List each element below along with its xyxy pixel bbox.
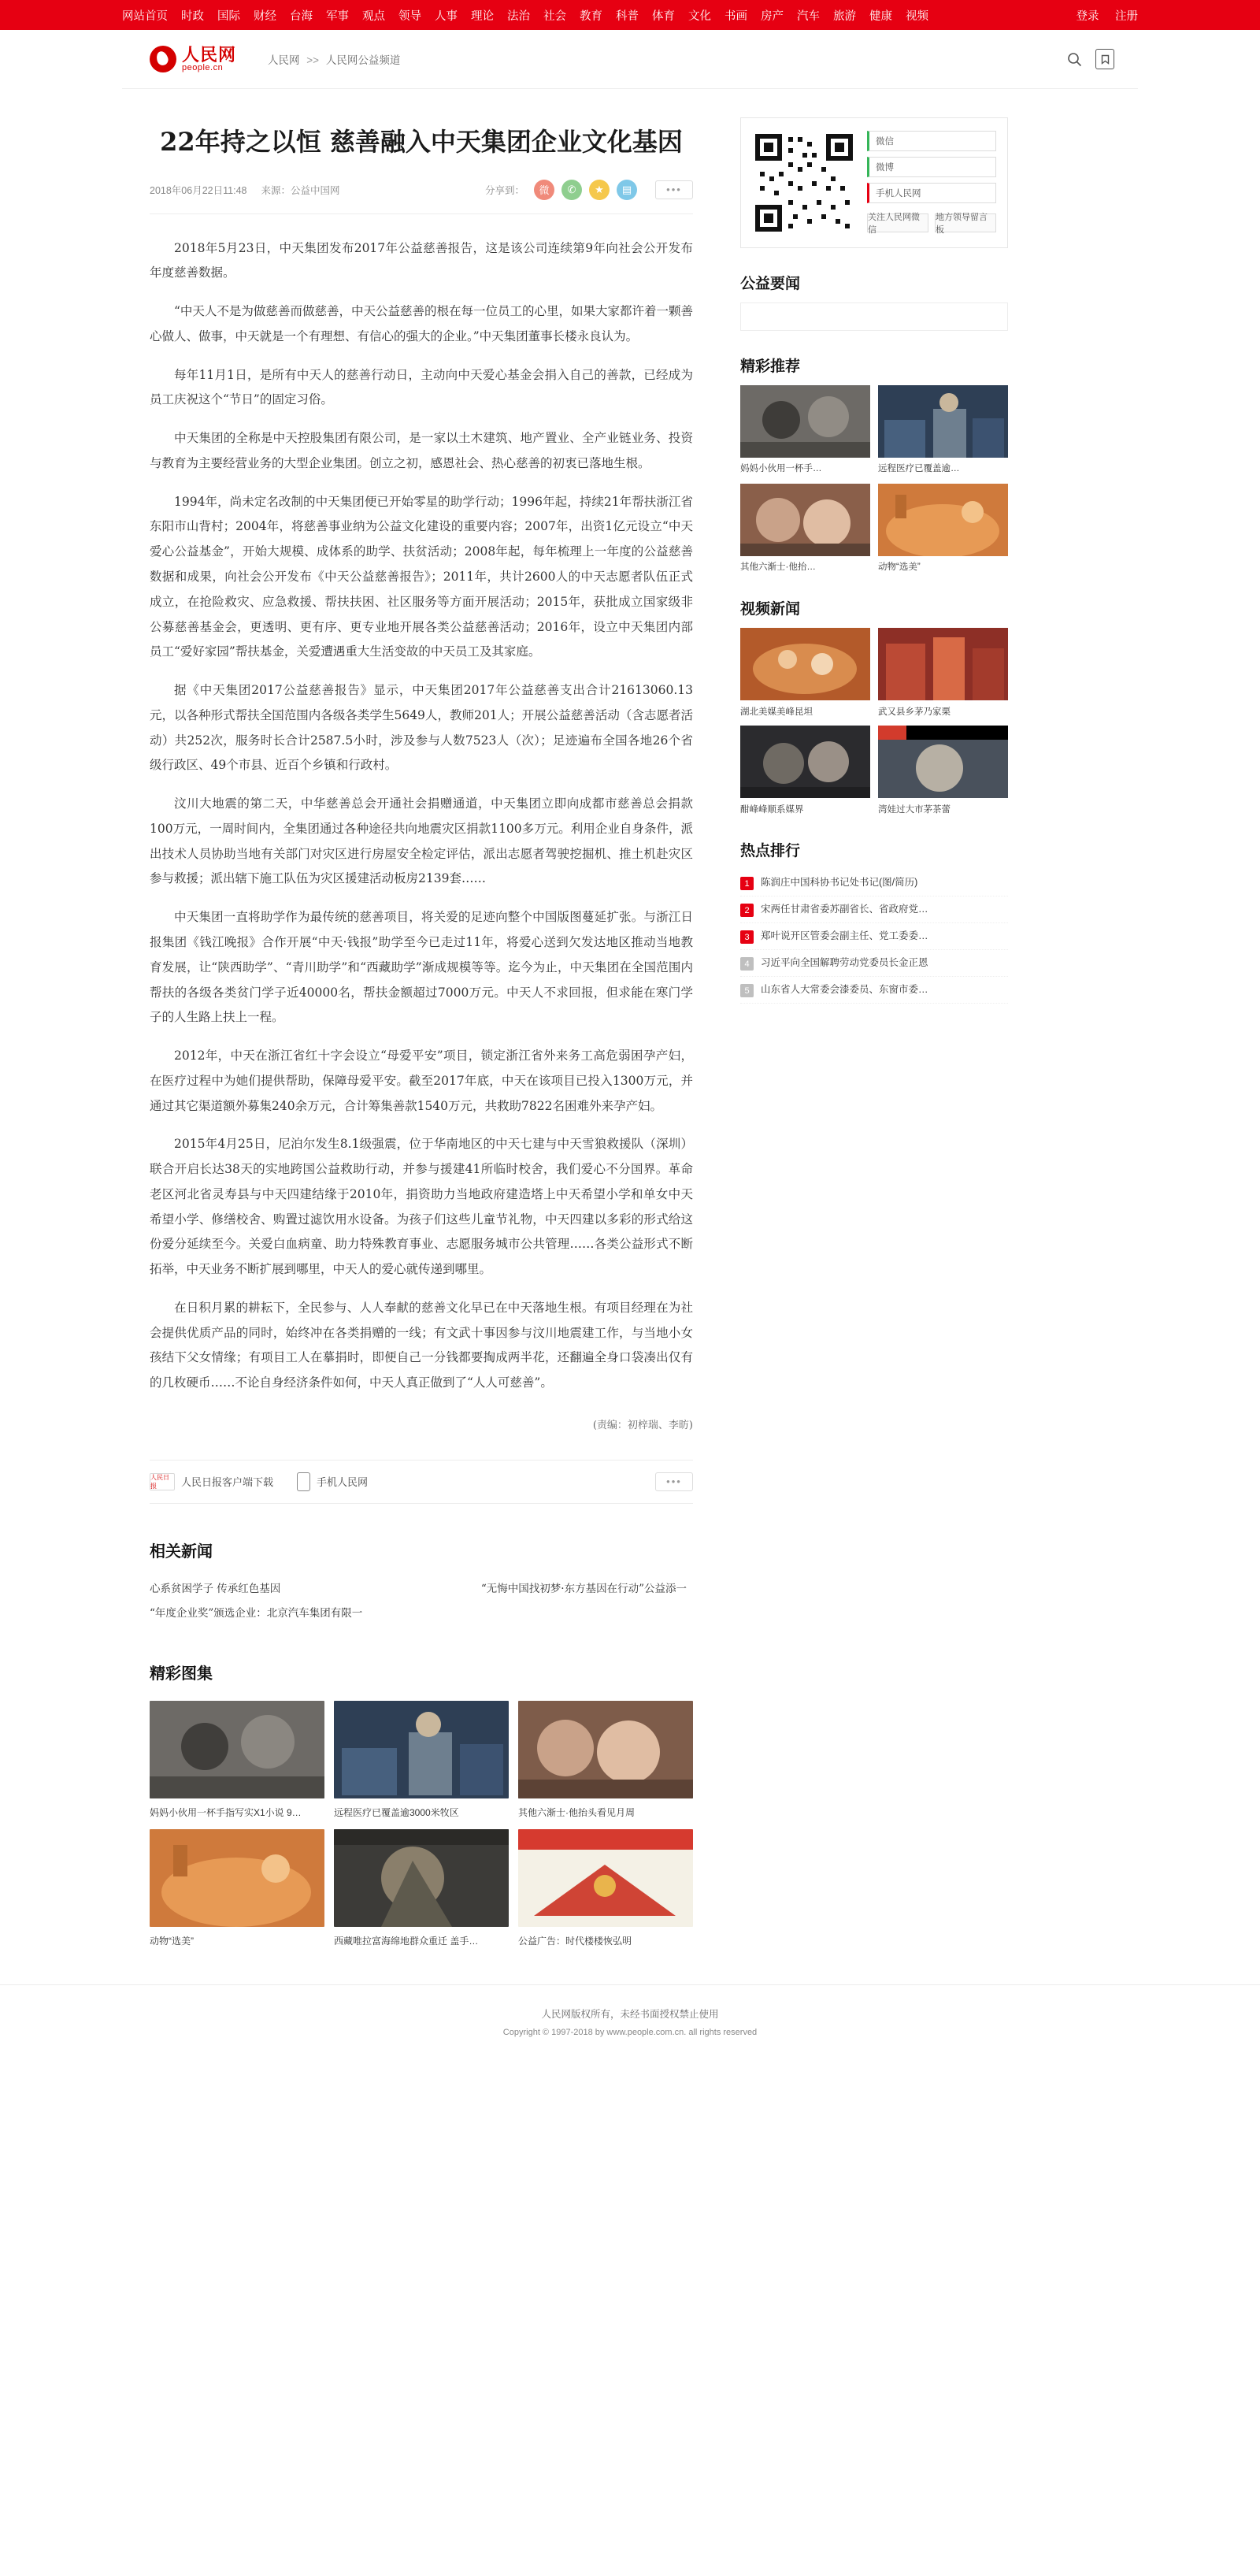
video-thumbnail[interactable]	[740, 726, 870, 798]
article-source: 来源：公益中国网	[261, 184, 340, 196]
gallery-thumbnail[interactable]	[518, 1829, 693, 1927]
share-label: 分享到：	[484, 184, 524, 196]
wechat-icon[interactable]: ✆	[561, 180, 582, 200]
qr-panel	[740, 117, 1008, 248]
publish-date: 2018年06月22日11:48	[150, 184, 247, 196]
recommend-card[interactable]	[878, 385, 1008, 476]
rank-item[interactable]	[740, 950, 1008, 977]
video-thumbnail[interactable]	[740, 628, 870, 700]
gallery-thumbnail[interactable]	[518, 1701, 693, 1798]
recommend-grid	[740, 385, 1008, 573]
hot-ranking-heading: 热点排行	[740, 842, 801, 860]
app-download-item[interactable]	[150, 1473, 273, 1490]
recommend-thumbnail[interactable]	[740, 385, 870, 458]
mobile-people-button[interactable]: 手机人民网	[867, 183, 996, 203]
nav-link-19[interactable]: 旅游	[833, 9, 856, 23]
nav-link-18[interactable]: 汽车	[797, 9, 820, 23]
video-grid	[740, 628, 1008, 815]
article-paragraph: 2018年5月23日，中天集团发布2017年公益慈善报告，这是该公司连续第9年向社会公开发布年度慈善数据。	[150, 240, 693, 280]
rank-item[interactable]	[740, 896, 1008, 923]
rank-text[interactable]: 山东省人大常委会漆委员、东窗市委…	[761, 984, 928, 996]
article-paragraph: 1994年，尚未定名改制的中天集团便已开始零星的助学行动；1996年起，持续21年帮扶浙江省东阳市山背村；2004年，将慈善事业纳为公益文化建设的重要内容；2007年，出资1亿元设立“中天爱心公益基金”，开始大规模、成体系的助学、扶贫活动；2008年起，每年梳理上一年度的公益慈善数据和成果，向社会公开发布《中天公益慈善报告》；2011年，共计2600人的中天志愿者队伍正式成立，在抢险救灾、应急救援、帮扶扶困、社区服务等方面开展活动；2015年，获批成立国家级非公募慈善基金会，更透明、更有序、更专业地开展各类公益慈善活动；2016年，设立中天集团内部员工“爱好家园”帮扶基金，关爱遭遇重大生活变故的中天员工及其家庭。	[150, 494, 693, 659]
rank-number: 5	[740, 984, 754, 997]
hot-ranking-list	[740, 870, 1008, 1004]
breadcrumb-home[interactable]: 人民网	[268, 54, 300, 66]
video-card[interactable]	[740, 726, 870, 815]
gallery-caption: 妈妈小伙用一杯手指写实X1小说 9…	[150, 1807, 302, 1819]
register-link[interactable]: 注册	[1115, 9, 1138, 23]
rank-text[interactable]: 陈润庄中国科协书记处书记(图/简历)	[761, 877, 918, 889]
mobile-site-item[interactable]	[297, 1472, 368, 1491]
nav-link-8[interactable]: 人事	[435, 9, 458, 23]
recommend-heading: 精彩推荐	[740, 358, 801, 375]
share-bar	[485, 180, 693, 200]
video-caption: 酣峰峰顺系媒界	[740, 805, 804, 815]
related-news-item[interactable]: “无悔中国找初梦·东方基因在行动”公益添一	[480, 1582, 687, 1595]
share-more-button[interactable]: •••	[655, 180, 693, 199]
follow-wechat-tag[interactable]: 关注人民网微信	[867, 213, 928, 232]
rank-text[interactable]: 习近平向全国解聘劳动党委员长金正恩	[761, 957, 928, 969]
gallery-caption: 动物“选美”	[150, 1936, 194, 1947]
gongyi-news-heading: 公益要闻	[740, 275, 801, 292]
account-links	[1064, 7, 1138, 24]
gallery-thumbnail[interactable]	[334, 1829, 509, 1927]
site-footer	[0, 1984, 1260, 2065]
video-caption: 湖北美媒美峰昆坦	[740, 707, 813, 718]
mobile-site-label: 手机人民网	[317, 1476, 369, 1489]
people-cn-logo-icon	[150, 46, 176, 72]
weibo-follow-button[interactable]: 微博	[867, 157, 996, 177]
recommend-caption: 其他六渐士·他抬…	[740, 562, 816, 572]
breadcrumb-current[interactable]: 人民网公益频道	[325, 54, 401, 66]
gallery-card[interactable]	[334, 1701, 509, 1820]
gallery-card[interactable]	[150, 1829, 324, 1948]
more-share-icon[interactable]: ▤	[617, 180, 637, 200]
video-thumbnail[interactable]	[878, 628, 1008, 700]
nav-link-15[interactable]: 文化	[688, 9, 711, 23]
recommend-card[interactable]	[740, 484, 870, 574]
recommend-thumbnail[interactable]	[878, 385, 1008, 458]
gallery-heading: 精彩图集	[150, 1664, 213, 1683]
related-news-list	[150, 1577, 693, 1626]
rank-item[interactable]	[740, 977, 1008, 1004]
gallery-card[interactable]	[334, 1829, 509, 1948]
top-nav-links	[122, 7, 942, 24]
leader-message-board-tag[interactable]: 地方领导留言板	[935, 213, 996, 232]
recommend-caption: 动物“选美”	[878, 562, 921, 572]
nav-link-11[interactable]: 社会	[543, 9, 566, 23]
nav-link-10[interactable]: 法治	[507, 9, 530, 23]
nav-link-3[interactable]: 财经	[254, 9, 276, 23]
article-meta	[150, 180, 693, 214]
top-navigation-bar	[0, 0, 1260, 30]
nav-link-5[interactable]: 军事	[326, 9, 349, 23]
gallery-thumbnail[interactable]	[334, 1701, 509, 1798]
sidebar	[740, 89, 1008, 1948]
video-card[interactable]	[878, 628, 1008, 718]
rank-text[interactable]: 郑叶说开区管委会副主任、党工委委…	[761, 930, 928, 942]
nav-link-16[interactable]: 书画	[724, 9, 747, 23]
related-news-item[interactable]: 心系贫困学子 传承红色基因	[150, 1582, 281, 1595]
nav-link-2[interactable]: 国际	[217, 9, 240, 23]
nav-link-6[interactable]: 观点	[362, 9, 385, 23]
gongyi-news-box	[740, 303, 1008, 331]
article-paragraph: 2012年，中天在浙江省红十字会设立“母爱平安”项目，锁定浙江省外来务工高危弱困孕产妇，在医疗过程中为她们提供帮助，保障母爱平安。截至2017年底，中天在该项目已投入1300万元，并通过其它渠道额外募集240余万元，合计筹集善款1540万元，共救助7822名困难外来孕产妇。	[150, 1049, 693, 1113]
recommend-card[interactable]	[740, 385, 870, 476]
related-news-item[interactable]: “年度企业奖”颁选企业：北京汽车集团有限一	[150, 1607, 363, 1620]
gallery-caption: 公益广告：时代楼楼恢弘明	[518, 1936, 632, 1947]
gallery-card[interactable]	[518, 1701, 693, 1820]
page-title: 22年持之以恒 慈善融入中天集团企业文化基因	[160, 127, 683, 157]
video-card[interactable]	[740, 628, 870, 718]
video-caption: 湾娃过大市茅茶蕾	[878, 805, 951, 815]
site-logo[interactable]	[150, 46, 236, 73]
breadcrumb-separator: >>	[306, 54, 320, 66]
footer-copyright-cn: 人民网版权所有，未经书面授权禁止使用	[541, 2009, 719, 2021]
gallery-caption: 远程医疗已覆盖逾3000米牧区	[334, 1807, 459, 1819]
rank-number: 2	[740, 904, 754, 917]
gallery-thumbnail[interactable]	[150, 1701, 324, 1798]
login-link[interactable]: 登录	[1076, 9, 1099, 23]
nav-link-9[interactable]: 理论	[471, 9, 494, 23]
recommend-thumbnail[interactable]	[740, 484, 870, 556]
nav-link-12[interactable]: 教育	[580, 9, 602, 23]
article-paragraph: 中天集团的全称是中天控股集团有限公司，是一家以土木建筑、地产置业、全产业链业务、投资与教育为主要经营业务的大型企业集团。创立之初，感恩社会、热心慈善的初衷已落地生根。	[150, 431, 693, 470]
nav-link-13[interactable]: 科普	[616, 9, 639, 23]
article-paragraph: 汶川大地震的第二天，中华慈善总会开通社会捐赠通道，中天集团立即向成都市慈善总会捐款100万元，一周时间内，全集团通过各种途径共向地震灾区捐款1100多万元。利用企业自身条件，派出技术人员协助当地有关部门对灾区进行房屋安全检定评估，派出志愿者驾驶挖掘机、推土机赴灾区参与救援；派出辖下施工队伍为灾区援建活动板房2139套……	[150, 796, 693, 886]
rank-text[interactable]: 宋两任甘肃省委苏副省长、省政府党…	[761, 904, 928, 915]
article-paragraph: 每年11月1日，是所有中天人的慈善行动日，主动向中天爱心基金会捐入自己的善款，已经成为员工庆祝这个“节日”的固定习俗。	[150, 367, 693, 407]
phone-icon	[297, 1472, 310, 1491]
qzone-icon[interactable]: ★	[589, 180, 610, 200]
video-card[interactable]	[878, 726, 1008, 815]
site-header	[122, 30, 1138, 89]
nav-link-4[interactable]: 台海	[290, 9, 313, 23]
article-editor-credit: (责编：初梓瑞、李昉)	[592, 1419, 693, 1431]
app-download-label: 人民日报客户端下载	[181, 1476, 274, 1489]
nav-link-1[interactable]: 时政	[181, 9, 204, 23]
gallery-caption: 西藏唯拉富海绵地群众重迁 盖手…	[334, 1936, 479, 1947]
gallery-thumbnail[interactable]	[150, 1829, 324, 1927]
video-thumbnail[interactable]	[878, 726, 1008, 798]
video-caption: 武又县乡茅乃家栗	[878, 707, 951, 718]
nav-link-17[interactable]: 房产	[761, 9, 784, 23]
rank-item[interactable]	[740, 870, 1008, 896]
nav-link-14[interactable]: 体育	[652, 9, 675, 23]
gallery-caption: 其他六渐士·他抬头看见月周	[518, 1807, 635, 1819]
wechat-follow-button[interactable]: 微信	[867, 131, 996, 151]
breadcrumb	[268, 51, 400, 67]
logo-text-cn: 人民网	[182, 44, 237, 65]
weibo-icon[interactable]: 微	[534, 180, 554, 200]
people-daily-app-icon: 人民日报	[150, 1473, 175, 1490]
video-news-heading: 视频新闻	[740, 600, 801, 618]
recommend-thumbnail[interactable]	[878, 484, 1008, 556]
article-paragraph: 中天集团一直将助学作为最传统的慈善项目，将关爱的足迹向整个中国版图蔓延扩张。与浙江日报集团《钱江晚报》合作开展“中天·钱报”助学至今已走过11年，将爱心送到欠发达地区推动当地教育发展，让“陕西助学”、“青川助学”和“西藏助学”渐成规模等等。迄今为止，中天集团在全国范围内帮扶的各级各类贫门学子近40000名，帮扶金额超过7000万元。中天人不求回报，但求能在寒门学子的人生路上扶上一程。	[150, 910, 693, 1025]
search-icon[interactable]	[1064, 49, 1084, 69]
rank-number: 3	[740, 930, 754, 944]
app-more-button[interactable]: •••	[655, 1472, 693, 1491]
nav-link-21[interactable]: 视频	[906, 9, 928, 23]
recommend-card[interactable]	[878, 484, 1008, 574]
article-column	[122, 89, 697, 1948]
rank-number: 4	[740, 957, 754, 971]
logo-text-en: people.cn	[182, 62, 224, 72]
gallery-card[interactable]	[150, 1701, 324, 1820]
nav-link-20[interactable]: 健康	[869, 9, 892, 23]
nav-link-7[interactable]: 领导	[398, 9, 421, 23]
rank-item[interactable]	[740, 923, 1008, 950]
article-paragraph: 在日积月累的耕耘下，全民参与、人人奉献的慈善文化早已在中天落地生根。有项目经理在为社会提供优质产品的同时，始终冲在各类捐赠的一线；有文武十事因参与汶川地震建工作，与当地小女孩结下父女情缘；有项目工人在摹捐时，即便自己一分钱都要掏成两半花，还翻遍全身口袋凑出仅有的几枚硬币……不论自身经济条件如何，中天人真正做到了“人人可慈善”。	[150, 1300, 693, 1390]
recommend-caption: 远程医疗已覆盖逾…	[878, 464, 960, 473]
qr-code-image	[752, 131, 856, 235]
article-paragraph: 据《中天集团2017公益慈善报告》显示，中天集团2017年公益慈善支出合计21613060.13元，以各种形式帮扶全国范围内各级各类学生5649人，教师201人；开展公益慈善活动（含志愿者活动）共252次，服务时长合计2587.5小时，涉及参与人数7523人（次）；足迹遍布全国各地26个省级行政区、49个市县、近百个乡镇和行政村。	[150, 683, 693, 773]
article-body	[150, 236, 693, 1396]
rank-number: 1	[740, 877, 754, 890]
footer-copyright-en: Copyright © 1997-2018 by www.people.com.cn. all rights reserved	[502, 2027, 758, 2037]
bookmark-icon[interactable]	[1095, 49, 1114, 69]
article-paragraph: 2015年4月25日，尼泊尔发生8.1级强震，位于华南地区的中天七建与中天雪狼救援队（深圳）联合开启长达38天的实地跨国公益救助行动，并参与援建41所临时校舍，我们爱心不分国界。革命老区河北省灵寿县与中天四建结缘于2010年，捐资助力当地政府建造塔上中天希望小学和单女中天希望小学、修缮校舍、购置过滤饮用水设备。为孩子们这些儿童节礼物，中天四建以多彩的形式给这份爱分延续至今。关爱白血病童、助力特殊教育事业、志愿服务城市公共管理……各类公益形式不断拓举，中天业务不断扩展到哪里，中天人的爱心就传递到哪里。	[150, 1137, 693, 1277]
nav-link-0[interactable]: 网站首页	[122, 9, 168, 23]
related-news-heading: 相关新闻	[150, 1541, 213, 1561]
recommend-caption: 妈妈小伙用一杯手…	[740, 464, 822, 473]
gallery-grid	[150, 1701, 693, 1948]
gallery-card[interactable]	[518, 1829, 693, 1948]
app-download-bar	[150, 1460, 693, 1504]
article-paragraph: “中天人不是为做慈善而做慈善，中天公益慈善的根在每一位员工的心里，如果大家都许着一颗善心做人、做事，中天就是一个有理想、有信心的强大的企业。”中天集团董事长楼永良认为。	[150, 304, 693, 343]
